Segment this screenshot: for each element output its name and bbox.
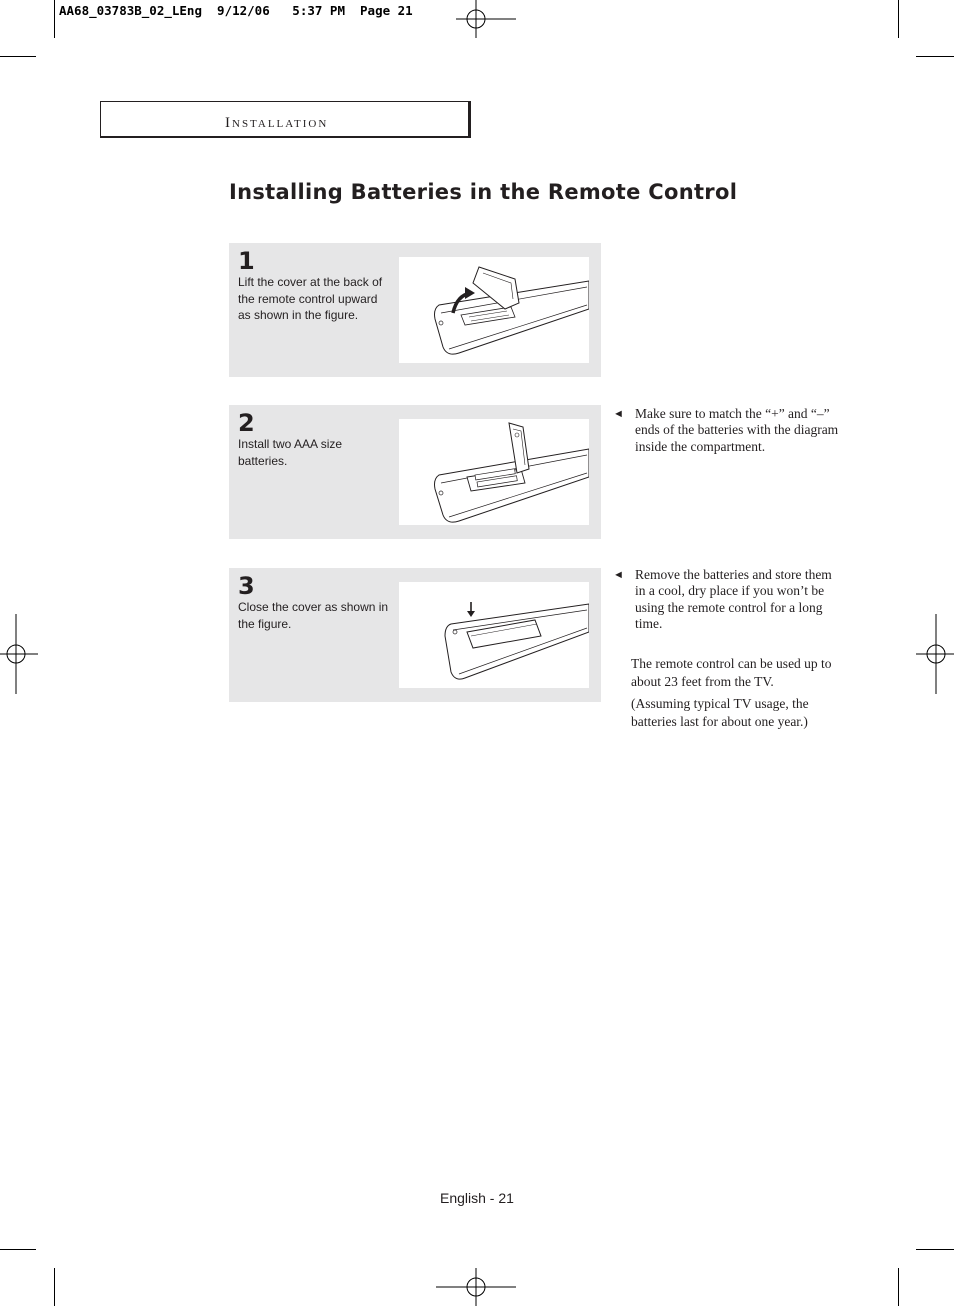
note-text: Remove the batteries and store them in a cool, dry place if you won’t be using the remote control for a long time. xyxy=(635,567,832,631)
registration-mark-top xyxy=(456,0,516,38)
registration-mark-right xyxy=(916,614,954,694)
step-number: 3 xyxy=(238,572,255,600)
range-info: The remote control can be used up to about 23 feet from the TV. xyxy=(631,656,832,689)
step-instruction: Lift the cover at the back of the remote control upward as shown in the figure. xyxy=(238,275,383,322)
note-marker-icon: ◄ xyxy=(613,408,624,420)
registration-mark-left xyxy=(0,614,38,694)
step-3-panel xyxy=(229,568,601,702)
remote-cover-close-illustration xyxy=(399,582,589,688)
note-marker-icon: ◄ xyxy=(613,569,624,581)
print-slug: AA68_03783B_02_LEng 9/12/06 5:37 PM Page 21 xyxy=(59,3,413,18)
step-number: 1 xyxy=(238,247,255,275)
step-instruction: Close the cover as shown in the figure. xyxy=(238,600,389,631)
section-header-box xyxy=(100,101,471,138)
page-title: Installing Batteries in the Remote Control xyxy=(229,180,738,204)
registration-mark-bottom xyxy=(436,1268,516,1306)
note-text: Make sure to match the “+” and “–” ends of the batteries with the diagram inside the compartment. xyxy=(635,406,839,454)
battery-install-illustration xyxy=(399,419,589,525)
step-2-panel xyxy=(229,405,601,539)
step-1-panel xyxy=(229,243,601,377)
step-instruction: Install two AAA size batteries. xyxy=(238,437,343,468)
section-label: Installation xyxy=(225,115,329,131)
step-number: 2 xyxy=(238,409,255,437)
remote-cover-open-illustration xyxy=(399,257,589,363)
battery-life-info: (Assuming typical TV usage, the batteries last for about one year.) xyxy=(631,696,809,729)
page-number: English - 21 xyxy=(440,1190,514,1206)
